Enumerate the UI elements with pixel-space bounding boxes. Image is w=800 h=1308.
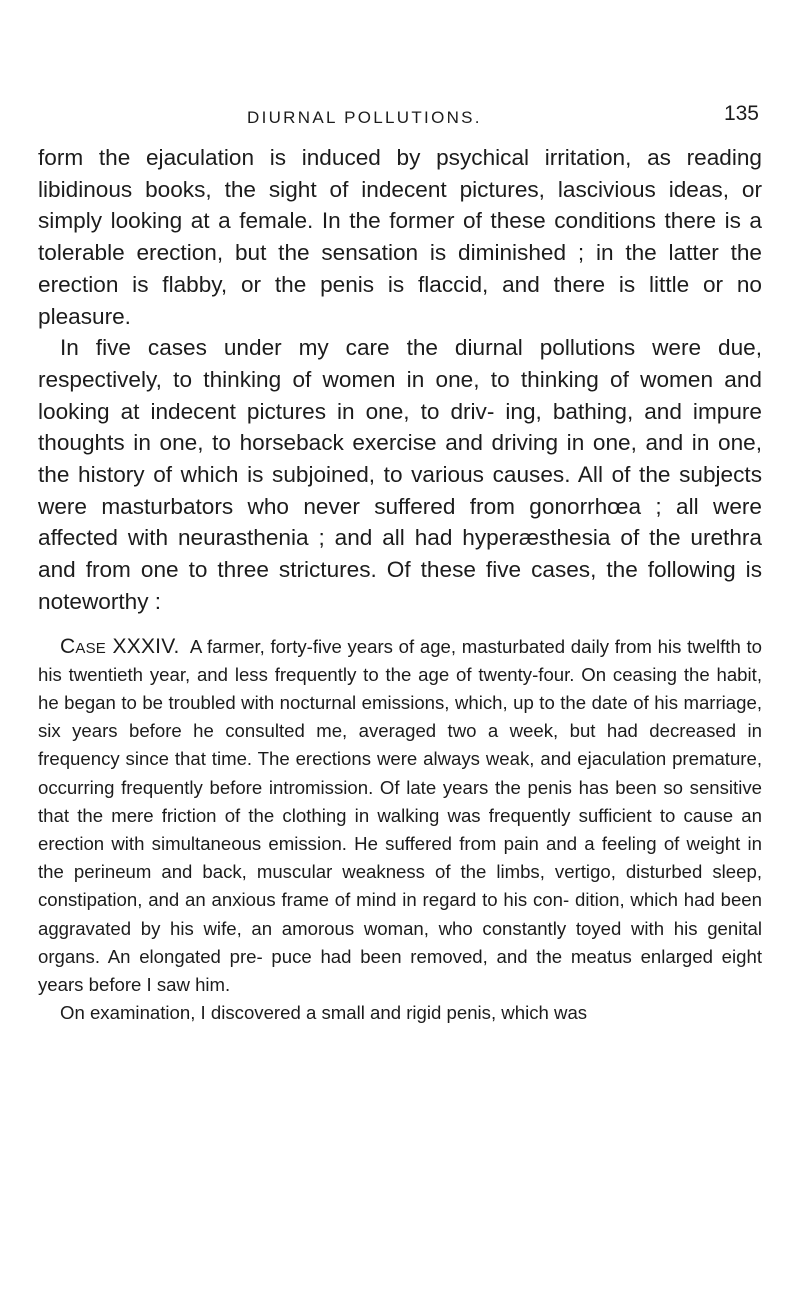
case-continuation: On examination, I discovered a small and rigid penis, which was xyxy=(60,1002,588,1024)
case-report xyxy=(38,633,762,1028)
body-text xyxy=(38,142,762,618)
case-text: A farmer, forty-five years of age, masturbated daily from his twelfth to his twentieth year, and less frequently to the age of twenty-four. On ceasing the habit, he began to be troubled with nocturnal emissions, which, up to the date of his marriage, six years before he consulted me, averaged two a week, but had decreased in frequency since that time. The erections were always weak, and ejaculation premature, occurring frequently before intromission. Of late years the penis has been so sensitive that the mere friction of the clothing in walking was frequently sufficient to cause an erection with simultaneous emission. He suffered from pain and a feeling of weight in the perineum and back, muscular weakness of the limbs, vertigo, disturbed sleep, constipation, and an anxious frame of mind in regard to his con- dition, which had been aggravated by his wife, an amorous woman, who constantly toyed with his genital organs. An elongated pre- puce had been removed, and the meatus enlarged eight years before I saw him. xyxy=(38,635,763,995)
paragraph-continuation: form the ejaculation is induced by psychical irritation, as reading libidinous books, the sight of indecent pictures, lascivious ideas, or simply looking at a female. In the former of these conditions there is a tolerable erection, but the sensation is diminished ; in the latter the erection is flabby, or the penis is flaccid, and there is little or no pleasure. xyxy=(38,145,762,329)
case-paragraph xyxy=(38,633,762,1000)
running-head xyxy=(38,102,762,138)
case-heading: Case XXXIV. xyxy=(60,634,180,658)
paragraph-five-cases: In five cases under my care the diurnal pollutions were due, respectively, to thinking of women in one, to thinking of women and looking at indecent pictures in one, to driv- ing, bathing, and impure thoughts in one, to horseback exercise and driving in one, and in one, the history of which is subjoined, to various causes. All of the subjects were masturbators who never suffered from gonorrhœa ; all were affected with neurasthenia ; and all had hyperæsthesia of the urethra and from one to three strictures. Of these five cases, the following is noteworthy : xyxy=(38,335,762,614)
book-page xyxy=(38,102,763,1027)
page-number: 135 xyxy=(723,102,759,125)
running-head-title: DIURNAL POLLUTIONS. xyxy=(247,108,482,127)
